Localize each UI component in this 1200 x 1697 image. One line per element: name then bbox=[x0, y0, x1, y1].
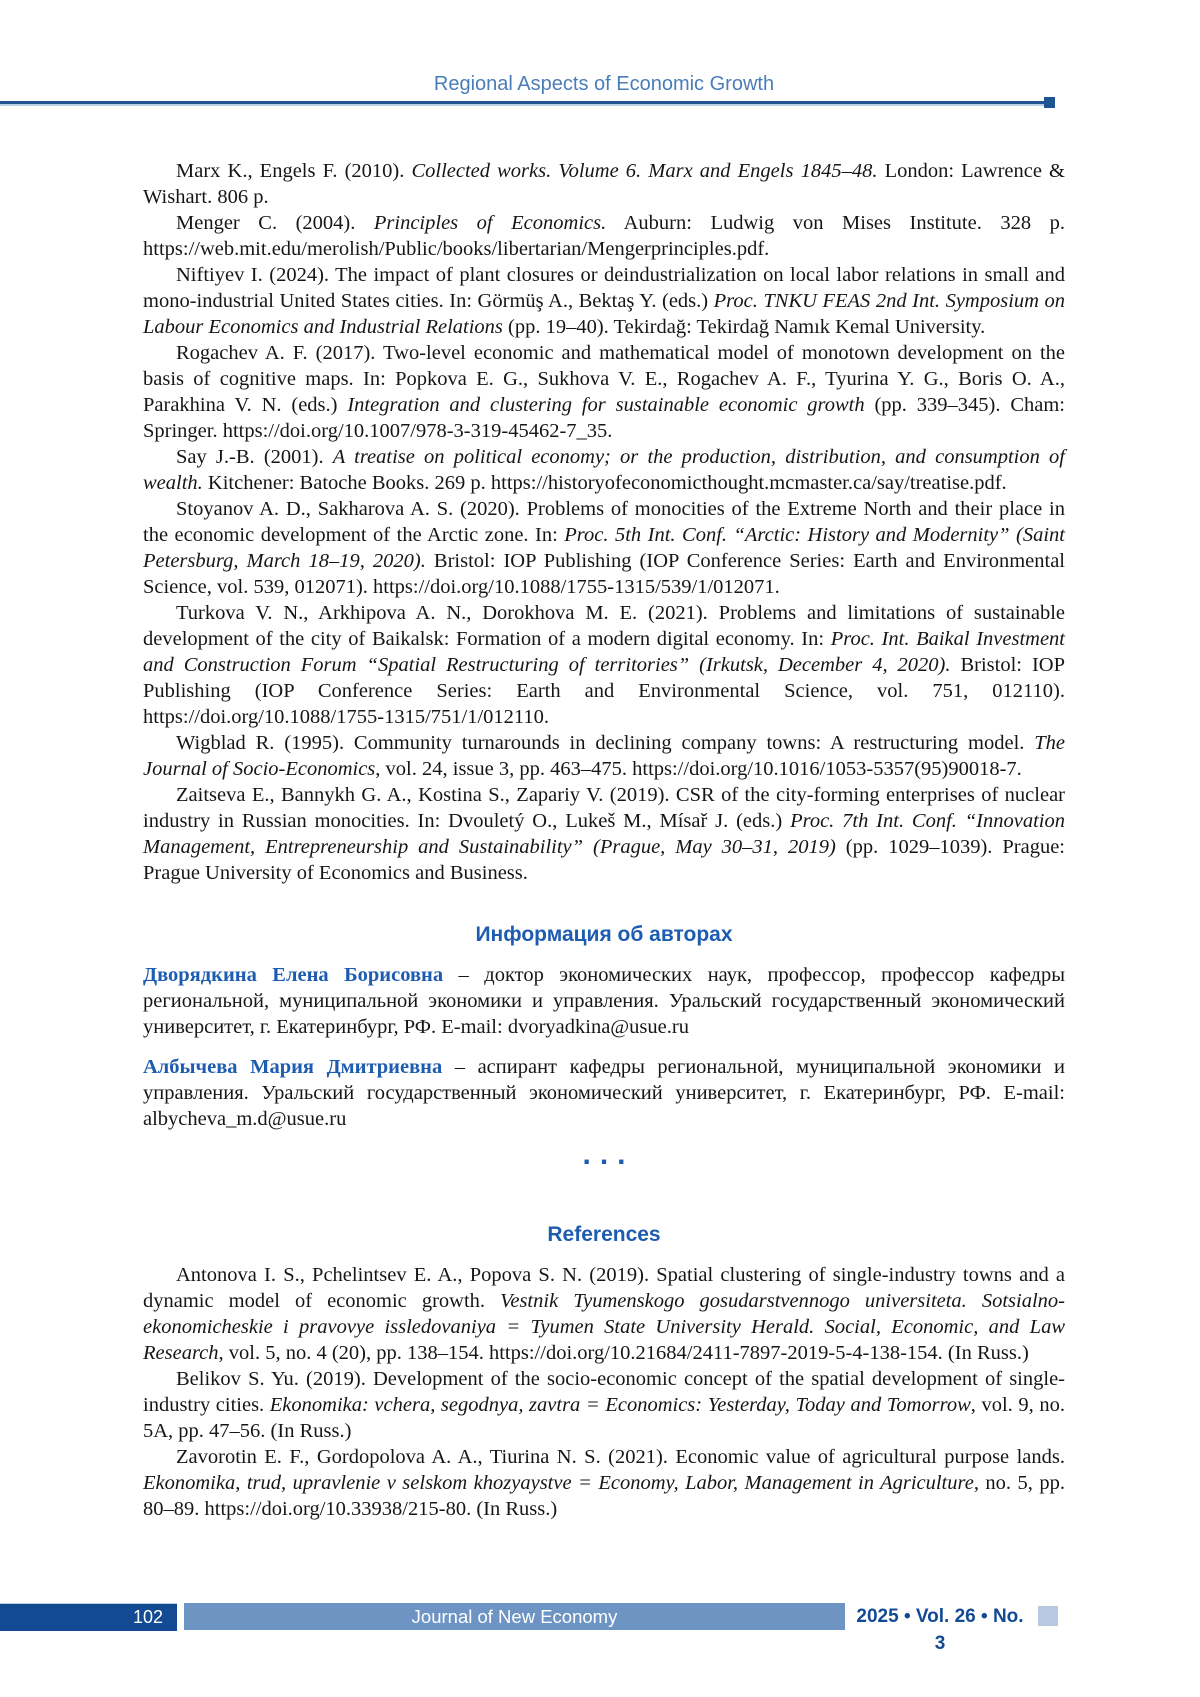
text-segment: Integration and clustering for sustainable economic growth bbox=[347, 394, 865, 416]
text-segment: Menger C. (2004). bbox=[176, 212, 374, 234]
reference-entry bbox=[143, 262, 1065, 340]
journal-title-bar: Journal of New Economy bbox=[184, 1603, 845, 1630]
header-rule bbox=[0, 101, 1050, 104]
text-segment: Bristol: IOP Publishing (IOP Conference Series: Earth and Environmental Science, vol. 751, 012110). https://doi.org/10.1088/1755-1315/751/1/012110. bbox=[143, 654, 1065, 728]
text-segment: Marx K., Engels F. (2010). bbox=[176, 160, 412, 182]
text-segment: Proc. 7th Int. Conf. “Innovation Management, Entrepreneurship and Sustainability” (Prague, May 30–31, 2019) bbox=[143, 810, 1065, 858]
page-body bbox=[143, 158, 1065, 1522]
text-segment: – доктор экономических наук, профессор, профессор кафедры региональной, муниципальной экономики и управления. Уральский государственный экономический университет, г. Екатеринбург, РФ. E-mail: dvoryadkina@usue.ru bbox=[143, 964, 1066, 1038]
reference-entry bbox=[143, 444, 1065, 496]
rule-end-square-icon bbox=[1044, 97, 1055, 108]
text-segment: (pp. 19–40). Tekirdağ: Tekirdağ Namık Kemal University. bbox=[502, 316, 986, 338]
text-segment: , no. 5, pp. 80–89. https://doi.org/10.33938/215-80. (In Russ.) bbox=[143, 1472, 1065, 1520]
text-segment: – аспирант кафедры региональной, муниципальной экономики и управления. Уральский государственный экономический университет, г. Екатеринбург, РФ. E-mail: albycheva_m.d@usue.ru bbox=[143, 1056, 1066, 1130]
section-separator: ... bbox=[582, 1138, 635, 1171]
text-segment: Collected works. Volume 6. Marx and Engels 1845–48. bbox=[411, 160, 878, 182]
page-footer bbox=[0, 1603, 1200, 1654]
text-segment: Албычева Мария Дмитриевна bbox=[143, 1056, 443, 1078]
text-segment: Proc. 5th Int. Conf. “Arctic: History and Modernity” (Saint Petersburg, March 18–19, 2020). bbox=[143, 524, 1066, 572]
running-title: Regional Aspects of Economic Growth bbox=[433, 73, 775, 95]
footer-accent-square-icon bbox=[1038, 1606, 1058, 1626]
reference-entry bbox=[143, 1262, 1065, 1366]
text-segment: Turkova V. N., Arkhipova A. N., Dorokhova M. E. (2021). Problems and limitations of sustainable development of the city of Baikalsk: Formation of a modern digital economy. In: bbox=[143, 602, 1065, 650]
text-segment: Kitchener: Batoche Books. 269 p. https://historyofeconomicthought.mcmaster.ca/say/treatise.pdf. bbox=[202, 472, 1007, 494]
text-segment: Ekonomika, trud, upravlenie v selskom khozyaystve = Economy, Labor, Management in Agriculture bbox=[143, 1472, 974, 1494]
text-segment: , vol. 9, no. 5A, pp. 47–56. (In Russ.) bbox=[143, 1394, 1065, 1442]
reference-entry bbox=[143, 210, 1065, 262]
page-number: 102 bbox=[0, 1603, 177, 1631]
text-segment: , vol. 5, no. 4 (20), pp. 138–154. https://doi.org/10.21684/2411-7897-2019-5-4-138-154. (In Russ.) bbox=[218, 1342, 1029, 1364]
reference-entry bbox=[143, 1366, 1065, 1444]
text-segment: (pp. 339–345). Cham: Springer. https://doi.org/10.1007/978-3-319-45462-7_35. bbox=[143, 394, 1065, 442]
reference-entry bbox=[143, 782, 1065, 886]
text-segment: Wigblad R. (1995). Community turnarounds in declining company towns: A restructuring model. bbox=[176, 732, 1035, 754]
text-segment: Antonova I. S., Pchelintsev E. A., Popova S. N. (2019). Spatial clustering of single-industry towns and a dynamic model of economic growth. bbox=[143, 1264, 1065, 1312]
bibliography-section bbox=[143, 158, 1065, 886]
text-segment: Дворядкина Елена Борисовна bbox=[143, 964, 444, 986]
text-segment: Auburn: Ludwig von Mises Institute. 328 p. https://web.mit.edu/merolish/Public/books/libertarian/Mengerprinciples.pdf. bbox=[143, 212, 1065, 260]
text-segment: Stoyanov A. D., Sakharova A. S. (2020). Problems of monocities of the Extreme North and their place in the economic development of the Arctic zone. In: bbox=[143, 498, 1065, 546]
references-section bbox=[143, 1262, 1065, 1522]
text-segment: Ekonomika: vchera, segodnya, zavtra = Economics: Yesterday, Today and Tomorrow bbox=[269, 1394, 971, 1416]
text-segment: Proc. TNKU FEAS 2nd Int. Symposium on Labour Economics and Industrial Relations bbox=[143, 290, 1065, 338]
reference-entry bbox=[143, 340, 1065, 444]
text-segment: Principles of Economics. bbox=[373, 212, 607, 234]
text-segment: London: Lawrence & Wishart. 806 p. bbox=[143, 160, 1065, 208]
reference-entry bbox=[143, 158, 1065, 210]
text-segment: Niftiyev I. (2024). The impact of plant closures or deindustrialization on local labor relations in small and mono-industrial United States cities. In: Görmüş A., Bektaş Y. (eds.) bbox=[143, 264, 1065, 312]
authors-section bbox=[143, 962, 1065, 1132]
text-segment: The Journal of Socio-Economics bbox=[143, 732, 1065, 780]
reference-entry bbox=[143, 600, 1065, 730]
text-segment: Vestnik Tyumenskogo gosudarstvennogo universiteta. Sotsialno-ekonomicheskie i pravovye issledovaniya = Tyumen State University Herald. Social, Economic, and Law Research bbox=[143, 1290, 1066, 1364]
text-segment: Zavorotin E. F., Gordopolova A. A., Tiurina N. S. (2021). Economic value of agricultural purpose lands. bbox=[176, 1446, 1065, 1468]
text-segment: Proc. Int. Baikal Investment and Construction Forum “Spatial Restructuring of territories” (Irkutsk, December 4, 2020). bbox=[143, 628, 1066, 676]
text-segment: Zaitseva E., Bannykh G. A., Kostina S., Zapariy V. (2019). CSR of the city-forming enterprises of nuclear industry in Russian monocities. In: Dvouletý O., Lukeš M., Mísař J. (eds.) bbox=[143, 784, 1065, 832]
text-segment: (pp. 1029–1039). Prague: Prague University of Economics and Business. bbox=[143, 836, 1065, 884]
references-heading: References bbox=[547, 1223, 661, 1246]
issue-info: 2025 • Vol. 26 • No. 3 bbox=[856, 1606, 1024, 1654]
reference-entry bbox=[143, 1444, 1065, 1522]
authors-section-heading: Информация об авторах bbox=[475, 923, 733, 946]
text-segment: Belikov S. Yu. (2019). Development of the socio-economic concept of the spatial development of single-industry cities. bbox=[143, 1368, 1065, 1416]
reference-entry bbox=[143, 730, 1065, 782]
text-segment: Rogachev A. F. (2017). Two-level economic and mathematical model of monotown development on the basis of cognitive maps. In: Popkova E. G., Sukhova V. E., Rogachev A. F., Tyurina Y. G., Boris O. A., Parakhina V. N. (eds.) bbox=[143, 342, 1065, 416]
text-segment: , vol. 24, issue 3, pp. 463–475. https://doi.org/10.1016/1053-5357(95)90018-7. bbox=[375, 758, 1022, 780]
text-segment: A treatise on political economy; or the production, distribution, and consumption of wealth. bbox=[143, 446, 1065, 494]
text-segment: Say J.-B. (2001). bbox=[176, 446, 333, 468]
reference-entry bbox=[143, 496, 1065, 600]
author-entry bbox=[143, 962, 1065, 1040]
text-segment: Bristol: IOP Publishing (IOP Conference Series: Earth and Environmental Science, vol. 539, 012071). https://doi.org/10.1088/1755-1315/539/1/012071. bbox=[143, 550, 1065, 598]
author-entry bbox=[143, 1054, 1065, 1132]
